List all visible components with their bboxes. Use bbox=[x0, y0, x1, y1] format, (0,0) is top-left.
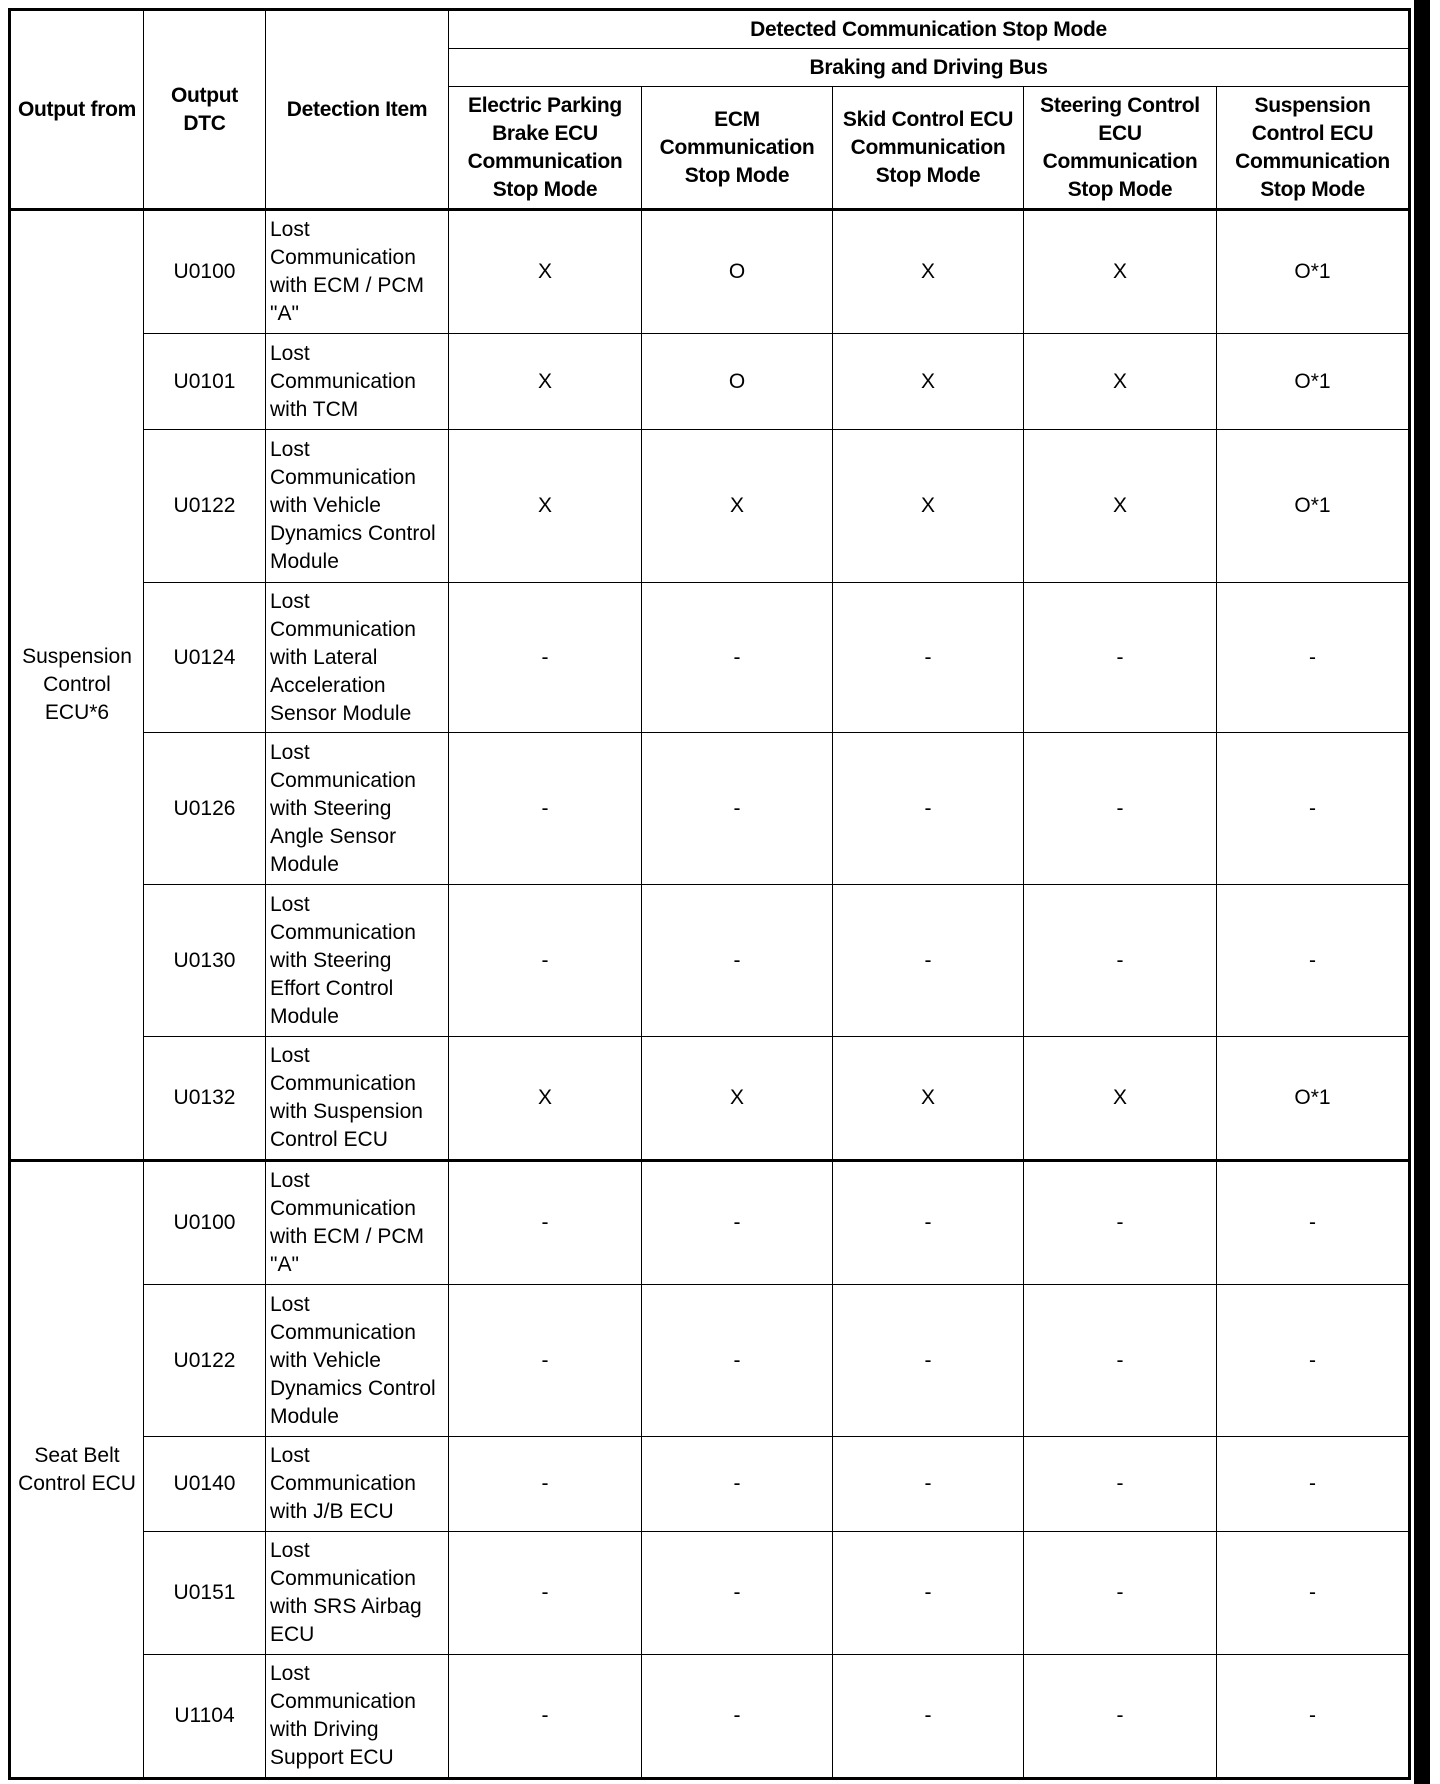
output-from-cell: Seat Belt Control ECU bbox=[10, 1161, 144, 1779]
mode-value-cell: O*1 bbox=[1217, 334, 1410, 430]
output-from-cell: Suspension Control ECU*6 bbox=[10, 210, 144, 1161]
mode-value-cell: - bbox=[1217, 1161, 1410, 1285]
table-row bbox=[10, 1437, 1410, 1532]
table-row bbox=[10, 1037, 1410, 1161]
mode-value-cell: - bbox=[1024, 583, 1217, 733]
mode-value-cell: X bbox=[449, 210, 642, 334]
mode-value-cell: - bbox=[1024, 1285, 1217, 1437]
dtc-cell: U0130 bbox=[144, 885, 266, 1037]
mode-value-cell: - bbox=[642, 733, 833, 885]
mode-value-cell: - bbox=[642, 1532, 833, 1655]
mode-value-cell: X bbox=[833, 210, 1024, 334]
mode-value-cell: - bbox=[642, 1655, 833, 1779]
dtc-cell: U0122 bbox=[144, 430, 266, 583]
mode-value-cell: - bbox=[642, 1161, 833, 1285]
mode-value-cell: - bbox=[1217, 1532, 1410, 1655]
mode-value-cell: O*1 bbox=[1217, 1037, 1410, 1161]
mode-value-cell: - bbox=[1024, 1161, 1217, 1285]
mode-value-cell: - bbox=[833, 1285, 1024, 1437]
detection-item-cell: Lost Communication with Steering Angle Sensor Module bbox=[266, 733, 449, 885]
mode-value-cell: - bbox=[1217, 1655, 1410, 1779]
mode-value-cell: - bbox=[1217, 885, 1410, 1037]
dtc-cell: U0100 bbox=[144, 1161, 266, 1285]
mode-value-cell: X bbox=[833, 1037, 1024, 1161]
mode-value-cell: - bbox=[449, 583, 642, 733]
detection-item-cell: Lost Communication with ECM / PCM "A" bbox=[266, 1161, 449, 1285]
right-edge-bar bbox=[1414, 0, 1430, 1784]
mode-value-cell: - bbox=[833, 1437, 1024, 1532]
mode-value-cell: O*1 bbox=[1217, 210, 1410, 334]
dtc-cell: U0132 bbox=[144, 1037, 266, 1161]
detection-item-cell: Lost Communication with J/B ECU bbox=[266, 1437, 449, 1532]
mode-value-cell: - bbox=[833, 1161, 1024, 1285]
mode-value-cell: - bbox=[1217, 733, 1410, 885]
mode-value-cell: - bbox=[1024, 1655, 1217, 1779]
dtc-cell: U0124 bbox=[144, 583, 266, 733]
table-row bbox=[10, 1161, 1410, 1285]
mode-value-cell: - bbox=[833, 1655, 1024, 1779]
detection-item-cell: Lost Communication with SRS Airbag ECU bbox=[266, 1532, 449, 1655]
header-mode-steering: Steering Control ECU Communication Stop Mode bbox=[1024, 87, 1217, 210]
header-output-from: Output from bbox=[10, 10, 144, 210]
dtc-communication-table bbox=[8, 8, 1411, 1780]
mode-value-cell: - bbox=[642, 885, 833, 1037]
header-mode-suspension: Suspension Control ECU Communication Stop Mode bbox=[1217, 87, 1410, 210]
mode-value-cell: - bbox=[1217, 1437, 1410, 1532]
dtc-cell: U0151 bbox=[144, 1532, 266, 1655]
mode-value-cell: - bbox=[642, 1437, 833, 1532]
detection-item-cell: Lost Communication with Vehicle Dynamics Control Module bbox=[266, 1285, 449, 1437]
mode-value-cell: - bbox=[1024, 1437, 1217, 1532]
mode-value-cell: X bbox=[1024, 210, 1217, 334]
detection-item-cell: Lost Communication with Suspension Control ECU bbox=[266, 1037, 449, 1161]
mode-value-cell: - bbox=[449, 1655, 642, 1779]
mode-value-cell: O bbox=[642, 334, 833, 430]
mode-value-cell: - bbox=[449, 1532, 642, 1655]
table-row bbox=[10, 1285, 1410, 1437]
mode-value-cell: - bbox=[642, 583, 833, 733]
mode-value-cell: - bbox=[449, 1285, 642, 1437]
mode-value-cell: - bbox=[449, 1161, 642, 1285]
mode-value-cell: - bbox=[833, 583, 1024, 733]
mode-value-cell: - bbox=[1217, 583, 1410, 733]
mode-value-cell: X bbox=[1024, 430, 1217, 583]
mode-value-cell: X bbox=[449, 334, 642, 430]
mode-value-cell: - bbox=[833, 885, 1024, 1037]
dtc-cell: U1104 bbox=[144, 1655, 266, 1779]
table-row bbox=[10, 885, 1410, 1037]
table-row bbox=[10, 1532, 1410, 1655]
mode-value-cell: X bbox=[1024, 334, 1217, 430]
mode-value-cell: X bbox=[449, 1037, 642, 1161]
header-detection-item: Detection Item bbox=[266, 10, 449, 210]
dtc-cell: U0100 bbox=[144, 210, 266, 334]
header-output-dtc: Output DTC bbox=[144, 10, 266, 210]
mode-value-cell: O*1 bbox=[1217, 430, 1410, 583]
dtc-cell: U0122 bbox=[144, 1285, 266, 1437]
mode-value-cell: - bbox=[449, 885, 642, 1037]
mode-value-cell: - bbox=[1024, 885, 1217, 1037]
dtc-cell: U0126 bbox=[144, 733, 266, 885]
mode-value-cell: - bbox=[449, 733, 642, 885]
detection-item-cell: Lost Communication with Steering Effort Control Module bbox=[266, 885, 449, 1037]
mode-value-cell: X bbox=[642, 430, 833, 583]
detection-item-cell: Lost Communication with Vehicle Dynamics Control Module bbox=[266, 430, 449, 583]
mode-value-cell: X bbox=[449, 430, 642, 583]
table-row bbox=[10, 733, 1410, 885]
dtc-cell: U0101 bbox=[144, 334, 266, 430]
table-row bbox=[10, 430, 1410, 583]
mode-value-cell: - bbox=[833, 733, 1024, 885]
mode-value-cell: X bbox=[833, 430, 1024, 583]
header-mode-skid: Skid Control ECU Communication Stop Mode bbox=[833, 87, 1024, 210]
mode-value-cell: - bbox=[1217, 1285, 1410, 1437]
table-row bbox=[10, 1655, 1410, 1779]
detection-item-cell: Lost Communication with Driving Support ECU bbox=[266, 1655, 449, 1779]
mode-value-cell: - bbox=[449, 1437, 642, 1532]
dtc-cell: U0140 bbox=[144, 1437, 266, 1532]
mode-value-cell: - bbox=[1024, 1532, 1217, 1655]
header-mode-ecm: ECM Communication Stop Mode bbox=[642, 87, 833, 210]
mode-value-cell: X bbox=[833, 334, 1024, 430]
detection-item-cell: Lost Communication with Lateral Acceleration Sensor Module bbox=[266, 583, 449, 733]
table-row bbox=[10, 334, 1410, 430]
detection-item-cell: Lost Communication with TCM bbox=[266, 334, 449, 430]
header-mode-epb: Electric Parking Brake ECU Communication Stop Mode bbox=[449, 87, 642, 210]
mode-value-cell: - bbox=[1024, 733, 1217, 885]
table-row bbox=[10, 210, 1410, 334]
header-detected-mode: Detected Communication Stop Mode bbox=[449, 10, 1410, 49]
mode-value-cell: X bbox=[642, 1037, 833, 1161]
mode-value-cell: X bbox=[1024, 1037, 1217, 1161]
mode-value-cell: O bbox=[642, 210, 833, 334]
detection-item-cell: Lost Communication with ECM / PCM "A" bbox=[266, 210, 449, 334]
mode-value-cell: - bbox=[833, 1532, 1024, 1655]
mode-value-cell: - bbox=[642, 1285, 833, 1437]
header-bus: Braking and Driving Bus bbox=[449, 49, 1410, 87]
table-row bbox=[10, 583, 1410, 733]
